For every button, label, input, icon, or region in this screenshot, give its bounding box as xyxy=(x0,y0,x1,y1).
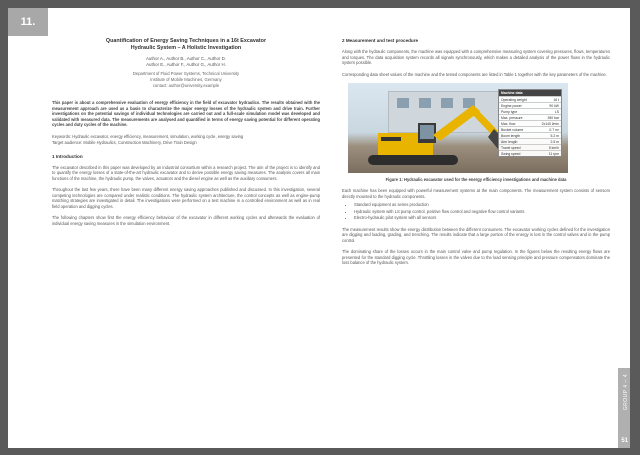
list-item: • Hydraulic system with LS pump control, positive flow control and negative flow control variants xyxy=(354,209,610,215)
figure-caption: Figure 1: Hydraulic excavator used for the energy efficiency investigations and machine data xyxy=(385,177,567,182)
section2-paragraph-1: Along with the hydraulic components, the machine was equipped with a comprehensive measuring system covering pressures, flows, temperatures and torques. The data acquisition system records all signals synchronously, which makes a detailed analysis of the power flows in the hydraulic system possible. xyxy=(342,49,610,65)
section2-paragraph-3: Each machine has been equipped with powerful measurement systems at the main components. The measurement system consists of sensors directly mounted to the hydraulic components. xyxy=(342,188,610,199)
title-line-1: Quantification of Energy Saving Techniques in a 16t Excavator xyxy=(105,38,267,44)
affil-line-1: Department of Fluid Power Systems, Technical University xyxy=(132,71,240,76)
paper-title xyxy=(52,38,320,52)
section-heading-introduction: 1 Introduction xyxy=(52,153,83,159)
left-column xyxy=(52,38,320,226)
table-row: Max. pressure 350 bar xyxy=(501,115,559,120)
intro-paragraph-3: The following chapters show first the energy efficiency behaviour of the excavator in different working cycles and afterwards the evaluation of individual energy saving measures in the simulation environment. xyxy=(52,215,320,226)
section2-paragraph-5: The dominating share of the losses occurs in the main control valve and pump regulation. In the figures below the resulting energy flows are presented for the standard digging cycle. Throttling losses in the valves due to the load sensing principle and pressure compensators dominate the loss balance of the hydraulic system. xyxy=(342,249,610,265)
table-row: Engine power 90 kW xyxy=(501,103,559,108)
author-list xyxy=(52,56,320,68)
section2-paragraph-4: The measurement results show the energy distribution between the different consumers. The excavator working cycles defined for the investigation are digging and loading, grading, and trenching. The results indicate that a large portion of the energy is lost in the control valves and in the pump control. xyxy=(342,226,610,243)
authors-line-1: Author A., Author B., Author C., Author D. xyxy=(145,56,227,61)
table-row: Swing speed 11 rpm xyxy=(501,151,559,156)
group-label: GROUP 4 – 4 xyxy=(623,374,629,411)
excavator-figure xyxy=(348,83,568,173)
group-side-tab xyxy=(618,368,630,448)
table-row: Bucket volume 0.7 m³ xyxy=(501,127,559,132)
table-row: Travel speed 5 km/h xyxy=(501,145,559,150)
table-title: Machine data xyxy=(499,90,561,96)
affil-line-2: Institute of Mobile Machines, Germany xyxy=(150,76,222,82)
table-row: Boom length 5.2 m xyxy=(501,133,559,138)
table-row: Operating weight 16 t xyxy=(501,97,559,102)
intro-paragraph-2: Throughout the last few years, there have been many different energy saving approaches published and discussed. In this investigation, several competing technologies are compared under realistic conditions. The hydraulic system architecture, the control concepts as well as engine-pump matching strategies are investigated in detail. The investigations were performed on a test machine in a controlled environment as well as in real field operation and digging cycles. xyxy=(52,187,320,209)
section-heading-measurement: 2 Measurement and test procedure xyxy=(342,38,419,43)
table-row: Arm length 2.5 m xyxy=(501,139,559,144)
keywords: Keywords: Hydraulic excavator, energy efficiency, measurement, simulation, working cycle, energy saving xyxy=(52,133,244,139)
section2-paragraph-2: Corresponding data sheet values of the machine and the tested components are listed in Table 1 together with the key parameters of the machine. xyxy=(342,71,607,77)
chapter-number: 11. xyxy=(8,8,48,36)
list-item: • Electro-hydraulic pilot system with all sensors xyxy=(354,215,610,221)
abstract: This paper is about a comprehensive evaluation of energy efficiency in the field of excavator hydraulics. The results obtained with the measurement approach are used as a basis to characterize the major energy losses of the hydraulic system and drive train. Further investigations on the potential savings of individual technologies are carried out and a full-scale simulation model was developed and validated with measured data. The measurements are analysed and quantified in terms of energy saving potential for different operating cycles and duty cycles of the machine. xyxy=(52,100,320,128)
table-row: Max. flow 2x140 l/min xyxy=(501,121,559,126)
list-item: • Standard equipment as series production xyxy=(354,202,610,208)
intro-paragraph-1: The excavator described in this paper was developed by an industrial consortium within a research project. The aim of the project is to identify and to quantify the energy losses of a state-of-the-art hydraulic excavator and to derive possible energy saving measures. The analysis covers all main functions of the machine, the hydraulic pump, the valves, actuators and the diesel engine as well as the auxiliary consumers. xyxy=(52,164,320,181)
page-number: 51 xyxy=(621,438,628,444)
affil-line-3: contact: author@university.example xyxy=(152,82,220,88)
authors-line-2: Author E., Author F., Author G., Author H. xyxy=(146,62,226,67)
target-audience: Target audience: Mobile Hydraulics, Construction Machinery, Drive Train Design xyxy=(52,140,197,146)
title-line-2: Hydraulic System – A Holistic Investigation xyxy=(130,45,242,51)
right-column xyxy=(342,38,610,266)
bullet-list xyxy=(354,202,610,221)
document-page xyxy=(8,8,630,448)
table-row: Pump type LS xyxy=(501,109,559,114)
affiliation xyxy=(52,71,320,88)
machine-data-table xyxy=(498,89,562,157)
